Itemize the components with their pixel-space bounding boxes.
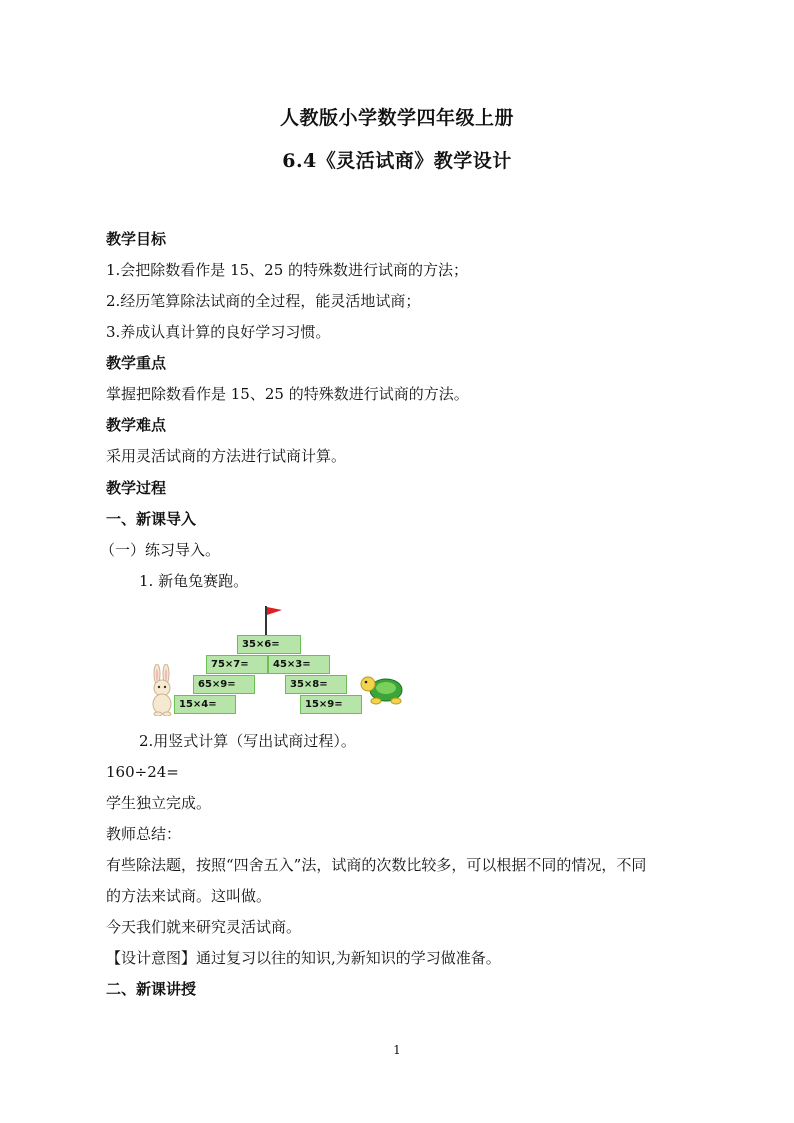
teacher-summary-label: 教师总结： <box>106 825 182 843</box>
item-2: 2.用竖式计算（写出试商过程）。 <box>139 732 356 750</box>
summary-line-1: 有些除法题，按照“四舍五入”法，试商的次数比较多，可以根据不同的情况，不同 <box>106 856 647 874</box>
block-75x7: 75×7= <box>206 655 268 674</box>
section-2-heading: 二、新课讲授 <box>106 980 197 998</box>
calc-line: 160÷24= <box>106 763 179 781</box>
block-35x8: 35×8= <box>285 675 347 694</box>
document-title: 人教版小学数学四年级上册 <box>279 107 514 129</box>
key-heading: 教学重点 <box>106 354 167 372</box>
today-line: 今天我们就来研究灵活试商。 <box>106 918 302 936</box>
page-number: 1 <box>393 1043 401 1057</box>
rabbit-icon <box>146 664 178 716</box>
goal-item-3: 3.养成认真计算的良好学习习惯。 <box>106 323 331 341</box>
goal-heading: 教学目标 <box>106 230 167 248</box>
goal-item-2: 2.经历笔算除法试商的全过程，能灵活地试商； <box>106 292 421 310</box>
key-text: 掌握把除数看作是 15、25 的特殊数进行试商的方法。 <box>106 385 469 403</box>
summary-line-2: 的方法来试商。这叫做。 <box>106 887 272 905</box>
flag-icon <box>262 604 292 636</box>
difficulty-heading: 教学难点 <box>106 416 167 434</box>
item-1: 1. 新龟兔赛跑。 <box>139 572 249 590</box>
section-1-heading: 一、新课导入 <box>106 510 197 528</box>
block-15x9: 15×9= <box>300 695 362 714</box>
difficulty-text: 采用灵活试商的方法进行试商计算。 <box>106 447 347 465</box>
race-illustration <box>144 604 414 720</box>
subsection-1: （一）练习导入。 <box>100 541 221 559</box>
block-35x6: 35×6= <box>237 635 301 654</box>
goal-item-1: 1.会把除数看作是 15、25 的特殊数进行试商的方法； <box>106 261 469 279</box>
process-heading: 教学过程 <box>106 479 167 497</box>
student-line: 学生独立完成。 <box>106 794 212 812</box>
block-45x3: 45×3= <box>268 655 330 674</box>
block-65x9: 65×9= <box>193 675 255 694</box>
turtle-icon <box>358 670 406 706</box>
design-intent: 【设计意图】通过复习以往的知识,为新知识的学习做准备。 <box>106 949 501 967</box>
document-subtitle: 6.4《灵活试商》教学设计 <box>282 150 512 172</box>
block-15x4: 15×4= <box>174 695 236 714</box>
